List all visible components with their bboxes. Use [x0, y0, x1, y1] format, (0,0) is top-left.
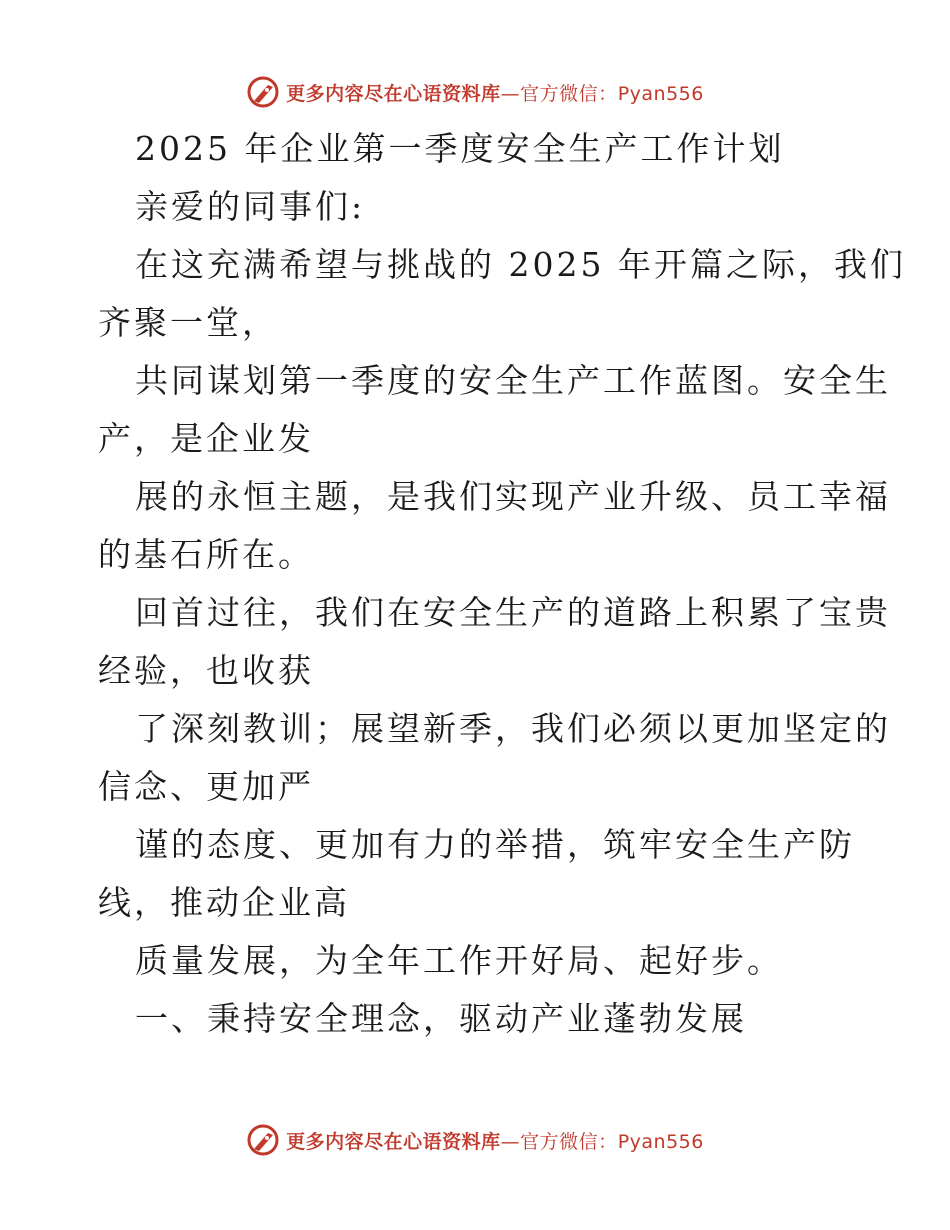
watermark-text	[286, 1127, 704, 1154]
document-line: 质量发展，为全年工作开好局、起好步。	[135, 941, 783, 980]
document-line: 经验，也收获	[98, 651, 314, 690]
document-line: 展的永恒主题，是我们实现产业升级、员工幸福	[135, 477, 891, 516]
document-body	[98, 120, 906, 1048]
document-line: 在这充满希望与挑战的 2025 年开篇之际，我们	[135, 245, 906, 284]
watermark-main: 更多内容尽在心语资料库	[286, 82, 501, 105]
document-line: 一、秉持安全理念，驱动产业蓬勃发展	[135, 999, 747, 1038]
document-line: 齐聚一堂，	[98, 303, 278, 342]
watermark-wechat-id: Pyan556	[617, 82, 704, 105]
pen-nib-logo-icon	[246, 1123, 280, 1157]
footer-watermark	[0, 1120, 950, 1160]
document-line: 信念、更加严	[98, 767, 314, 806]
document-line: 亲爱的同事们:	[135, 187, 366, 226]
document-line: 2025 年企业第一季度安全生产工作计划	[135, 129, 785, 168]
document-line: 线，推动企业高	[98, 883, 350, 922]
document-line: 共同谋划第一季度的安全生产工作蓝图。安全生	[135, 361, 891, 400]
watermark-main: 更多内容尽在心语资料库	[286, 1130, 501, 1153]
document-line: 谨的态度、更加有力的举措，筑牢安全生产防	[135, 825, 855, 864]
header-watermark	[0, 72, 950, 112]
document-line: 的基石所在。	[98, 535, 314, 574]
pen-nib-logo-icon	[246, 75, 280, 109]
document-line: 产，是企业发	[98, 419, 314, 458]
watermark-wechat-label: 官方微信：	[520, 1130, 618, 1153]
watermark-text	[286, 79, 704, 106]
document-line: 回首过往，我们在安全生产的道路上积累了宝贵	[135, 593, 891, 632]
watermark-wechat-id: Pyan556	[617, 1130, 704, 1153]
watermark-wechat-label: 官方微信：	[520, 82, 618, 105]
watermark-separator: —	[500, 1130, 521, 1153]
watermark-separator: —	[500, 82, 521, 105]
document-line: 了深刻教训；展望新季，我们必须以更加坚定的	[135, 709, 891, 748]
